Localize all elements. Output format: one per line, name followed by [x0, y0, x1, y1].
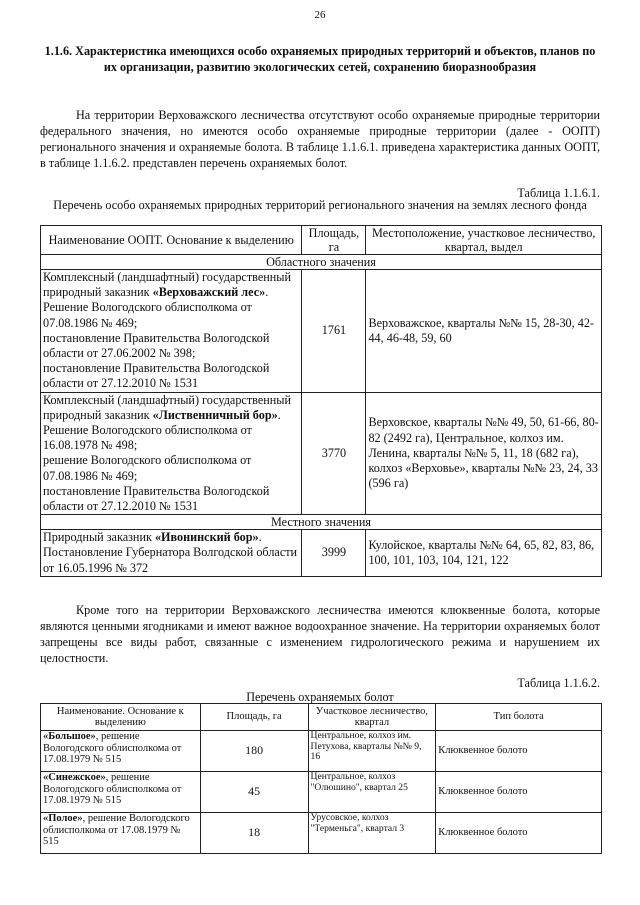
oopt-name-cell: Комплексный (ландшафтный) государственный природный заказник «Лиственничный бор». Решение Вологодского облисполкома от 16.08.1978 № 498; решение Вологодского облисполкома от 07.08.1986 № 469; постановление Правительства Вологодской области от 27.12.2010 № 1531	[41, 392, 302, 515]
table2-caption: Перечень охраняемых болот	[246, 690, 394, 704]
oopt-location: Верховское, кварталы №№ 49, 50, 61-66, 80-82 (2492 га), Центральное, колхоз им. Ленина, кварталы №№ 5, 11, 18 (682 га), колхоз «Верховье», кварталы №№ 23, 24, 33 (596 га)	[366, 392, 602, 515]
bog-name: «Большое»	[43, 731, 96, 742]
bog-location: Центральное, колхоз "Олюшино", квартал 25	[308, 772, 436, 813]
table-row	[41, 392, 602, 515]
oopt-area: 3770	[302, 392, 366, 515]
table-header-row	[41, 704, 602, 731]
oopt-name-cell: Природный заказник «Ивонинский бор». Постановление Губернатора Волгодской области от 16.05.1996 № 372	[41, 530, 302, 577]
oopt-location: Верховажское, кварталы №№ 15, 28-30, 42-44, 46-48, 59, 60	[366, 270, 602, 393]
table1-caption: Перечень особо охраняемых природных территорий регионального значения на землях лесного фонда	[53, 198, 587, 212]
oopt-name: «Верховажский лес»	[152, 285, 266, 300]
bog-area: 18	[200, 813, 308, 854]
bog-area: 45	[200, 772, 308, 813]
bog-name: «Полое»	[43, 813, 83, 824]
bog-name-cell: «Большое», решение Вологодского облисполкома от 17.08.1979 № 515	[41, 731, 201, 772]
header-type: Тип болота	[436, 704, 602, 731]
bog-name: «Синежское»	[43, 772, 106, 783]
section-heading: 1.1.6. Характеристика имеющихся особо охраняемых природных территорий и объектов, планов по их организации, развитию экологических сетей, сохранению биоразнообразия	[44, 44, 596, 74]
bogs-paragraph: Кроме того на территории Верховажского лесничества имеются клюквенные болота, которые являются ценными ягодниками и имеют важное водоохранное значение. На территории охраняемых болот запрещены все виды работ, связанные с изменением гидрологического режима и нарушением их целостности.	[40, 603, 600, 665]
table-header-row	[41, 226, 602, 255]
section-row-local: Местного значения	[41, 515, 602, 530]
table1-number: Таблица 1.1.6.1.	[517, 186, 600, 200]
header-name: Наименование ООПТ. Основание к выделению	[41, 226, 302, 255]
bog-name-cell: «Синежское», решение Вологодского облисполкома от 17.08.1979 № 515	[41, 772, 201, 813]
table-row	[41, 813, 602, 854]
table-row	[41, 772, 602, 813]
oopt-table	[40, 225, 602, 577]
bog-location: Урусовское, колхоз "Терменьга", квартал 3	[308, 813, 436, 854]
bogs-table	[40, 703, 602, 854]
intro-paragraph: На территории Верховажского лесничества отсутствуют особо охраняемые природные территории федерального значения, но имеются особо охраняемые природные территории (далее - ООПТ) регионального значения и охраняемые болота. В таблице 1.1.6.1. приведена характеристика данных ООПТ, в таблице 1.1.6.2. представлен перечень охраняемых болот.	[40, 108, 600, 170]
oopt-name: «Ивонинский бор»	[154, 530, 259, 545]
table-row	[41, 270, 602, 393]
bog-area: 180	[200, 731, 308, 772]
page-number: 26	[314, 9, 326, 21]
header-area: Площадь, га	[200, 704, 308, 731]
oopt-name: «Лиственничный бор»	[152, 407, 278, 422]
table2-number: Таблица 1.1.6.2.	[517, 676, 600, 690]
header-name: Наименование. Основание к выделению	[41, 704, 201, 731]
header-location: Местоположение, участковое лесничество, квартал, выдел	[366, 226, 602, 255]
bog-type: Клюквенное болото	[436, 813, 602, 854]
oopt-location: Кулойское, кварталы №№ 64, 65, 82, 83, 86, 100, 101, 103, 104, 121, 122	[366, 530, 602, 577]
bog-name-cell: «Полое», решение Вологодского облисполкома от 17.08.1979 № 515	[41, 813, 201, 854]
bog-location: Центральное, колхоз им. Петухова, кварталы №№ 9, 16	[308, 731, 436, 772]
header-district: Участковое лесничество, квартал	[308, 704, 436, 731]
bog-type: Клюквенное болото	[436, 772, 602, 813]
table-row	[41, 731, 602, 772]
table-row	[41, 530, 602, 577]
header-area: Площадь, га	[302, 226, 366, 255]
bog-type: Клюквенное болото	[436, 731, 602, 772]
oopt-area: 1761	[302, 270, 366, 393]
oopt-area: 3999	[302, 530, 366, 577]
oopt-name-cell: Комплексный (ландшафтный) государственный природный заказник «Верховажский лес». Решение Вологодского облисполкома от 07.08.1986 № 469; постановление Правительства Вологодской области от 27.06.2002 № 398; постановление Правительства Вологодской области от 27.12.2010 № 1531	[41, 270, 302, 393]
section-row-regional: Областного значения	[41, 255, 602, 270]
